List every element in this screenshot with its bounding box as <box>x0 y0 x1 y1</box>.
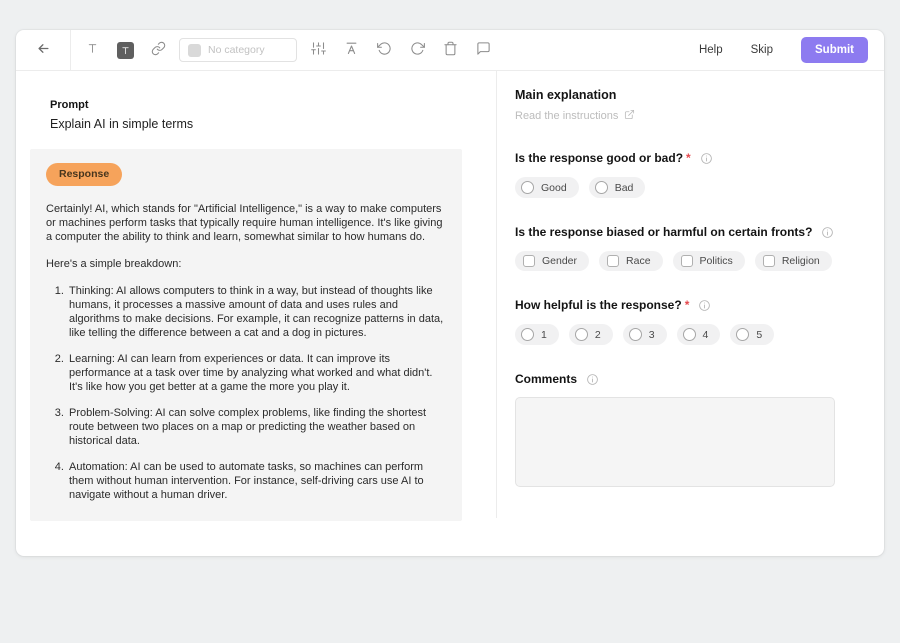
option-label: Religion <box>781 255 820 267</box>
checkbox-option-race[interactable] <box>599 251 663 271</box>
question-helpfulness <box>515 298 835 345</box>
text-region-icon <box>117 42 134 59</box>
response-breakdown-heading: Here's a simple breakdown: <box>46 258 182 271</box>
text-region-tool-button[interactable] <box>112 37 138 63</box>
undo-icon <box>377 41 392 59</box>
prompt-label: Prompt <box>50 99 89 111</box>
question-good-or-bad <box>515 151 835 198</box>
radio-circle-icon <box>521 181 534 194</box>
option-label: Race <box>626 255 651 267</box>
toolbar-right <box>699 37 868 63</box>
rating-option-4[interactable] <box>677 324 721 345</box>
info-icon[interactable] <box>700 152 713 165</box>
radio-circle-icon <box>683 328 696 341</box>
toolbar <box>16 30 884 71</box>
required-asterisk: * <box>684 298 690 312</box>
radio-circle-icon <box>595 181 608 194</box>
panel-title: Main explanation <box>515 88 617 102</box>
info-icon[interactable] <box>698 299 711 312</box>
question-label: How helpful is the response? <box>515 298 682 312</box>
comment-icon <box>476 41 491 59</box>
question-bias-harm <box>515 225 835 271</box>
radio-circle-icon <box>629 328 642 341</box>
delete-button[interactable] <box>437 37 463 63</box>
checkbox-icon <box>523 255 535 267</box>
back-button[interactable] <box>30 37 56 63</box>
question-label: Is the response good or bad? <box>515 151 684 165</box>
category-color-swatch <box>188 44 201 57</box>
question-label: Is the response biased or harmful on certain fronts? <box>515 225 813 239</box>
list-item: 2. Learning: AI can learn from experiences or data. It can improve its performance at a task over time by analyzing what worked and what didn't. It's like how you get better at a game the more you play it. <box>67 353 446 395</box>
option-label: 4 <box>702 328 709 341</box>
comments-block <box>515 372 835 492</box>
rating-option-2[interactable] <box>569 324 613 345</box>
prompt-block <box>50 99 462 131</box>
checkbox-option-politics[interactable] <box>673 251 745 271</box>
info-icon[interactable] <box>821 226 834 239</box>
response-intro-paragraph: Certainly! AI, which stands for "Artificial Intelligence," is a way to make computers or machines perform tasks that typically require human intelligence. It's like giving a computer the ability to think and learn, somewhat similar to how humans do. <box>46 203 443 244</box>
link-icon <box>151 41 166 59</box>
help-button[interactable]: Help <box>698 44 723 56</box>
checkbox-icon <box>681 255 693 267</box>
task-pane <box>16 71 496 518</box>
redo-icon <box>410 41 425 59</box>
trash-icon <box>443 41 458 59</box>
external-link-icon <box>624 109 635 123</box>
rating-option-1[interactable] <box>515 324 559 345</box>
skip-button[interactable]: Skip <box>750 44 774 56</box>
labeling-tools <box>79 37 171 63</box>
redo-button[interactable] <box>404 37 430 63</box>
text-tool-button[interactable] <box>79 37 105 63</box>
rating-option-3[interactable] <box>623 324 667 345</box>
option-label: Politics <box>699 255 733 267</box>
list-item: 4. Automation: AI can be used to automate tasks, so machines can perform them without human intervention. For instance, self-driving cars use AI to navigate without a human driver. <box>67 461 446 503</box>
option-label: Good <box>541 181 567 194</box>
relation-tool-button[interactable] <box>145 37 171 63</box>
sliders-icon <box>311 41 326 59</box>
radio-circle-icon <box>521 328 534 341</box>
text-display-button[interactable] <box>338 37 364 63</box>
option-label: 1 <box>541 328 547 341</box>
submit-button[interactable]: Submit <box>801 37 868 63</box>
response-tag-badge[interactable]: Response <box>46 163 122 186</box>
main-area <box>16 71 884 518</box>
option-label: Bad <box>614 181 634 194</box>
annotation-pane <box>496 71 884 518</box>
overline-a-icon <box>344 41 359 59</box>
rating-option-5[interactable] <box>730 324 774 345</box>
checkbox-option-religion[interactable] <box>755 251 832 271</box>
category-input[interactable] <box>208 44 288 56</box>
annotation-window <box>16 30 884 556</box>
instructions-link-label: Read the instructions <box>515 110 619 122</box>
settings-button[interactable] <box>305 37 331 63</box>
info-icon[interactable] <box>586 373 599 386</box>
category-select[interactable] <box>179 38 297 62</box>
comments-textarea[interactable] <box>515 397 835 487</box>
checkbox-icon <box>607 255 619 267</box>
comment-button[interactable] <box>470 37 496 63</box>
option-label: 2 <box>594 328 601 341</box>
checkbox-icon <box>763 255 775 267</box>
radio-option-bad[interactable] <box>589 177 646 198</box>
checkbox-option-gender[interactable] <box>515 251 589 271</box>
instructions-link[interactable] <box>515 109 635 123</box>
prompt-text: Explain AI in simple terms <box>50 117 194 131</box>
back-section <box>16 30 71 70</box>
action-tools <box>305 37 496 63</box>
radio-circle-icon <box>736 328 749 341</box>
required-asterisk: * <box>686 151 691 165</box>
text-icon <box>86 42 99 58</box>
undo-button[interactable] <box>371 37 397 63</box>
option-label: Gender <box>542 255 578 267</box>
option-label: 5 <box>756 328 763 341</box>
list-item: 3. Problem-Solving: AI can solve complex problems, like finding the shortest route between two places on a map or predicting the weather based on historical data. <box>67 407 446 449</box>
response-region[interactable] <box>30 149 462 521</box>
back-arrow-icon <box>36 41 51 59</box>
option-label: 3 <box>648 328 655 341</box>
radio-option-good[interactable] <box>515 177 579 198</box>
comments-label: Comments <box>515 372 578 386</box>
response-list <box>46 285 446 503</box>
list-item: 1. Thinking: AI allows computers to think in a way, but instead of thoughts like humans, it processes a massive amount of data and uses rules and algorithms to make decisions. For example, it can recognize patterns in data, like telling the difference between a cat and a dog in pictures. <box>67 285 446 341</box>
radio-circle-icon <box>575 328 588 341</box>
